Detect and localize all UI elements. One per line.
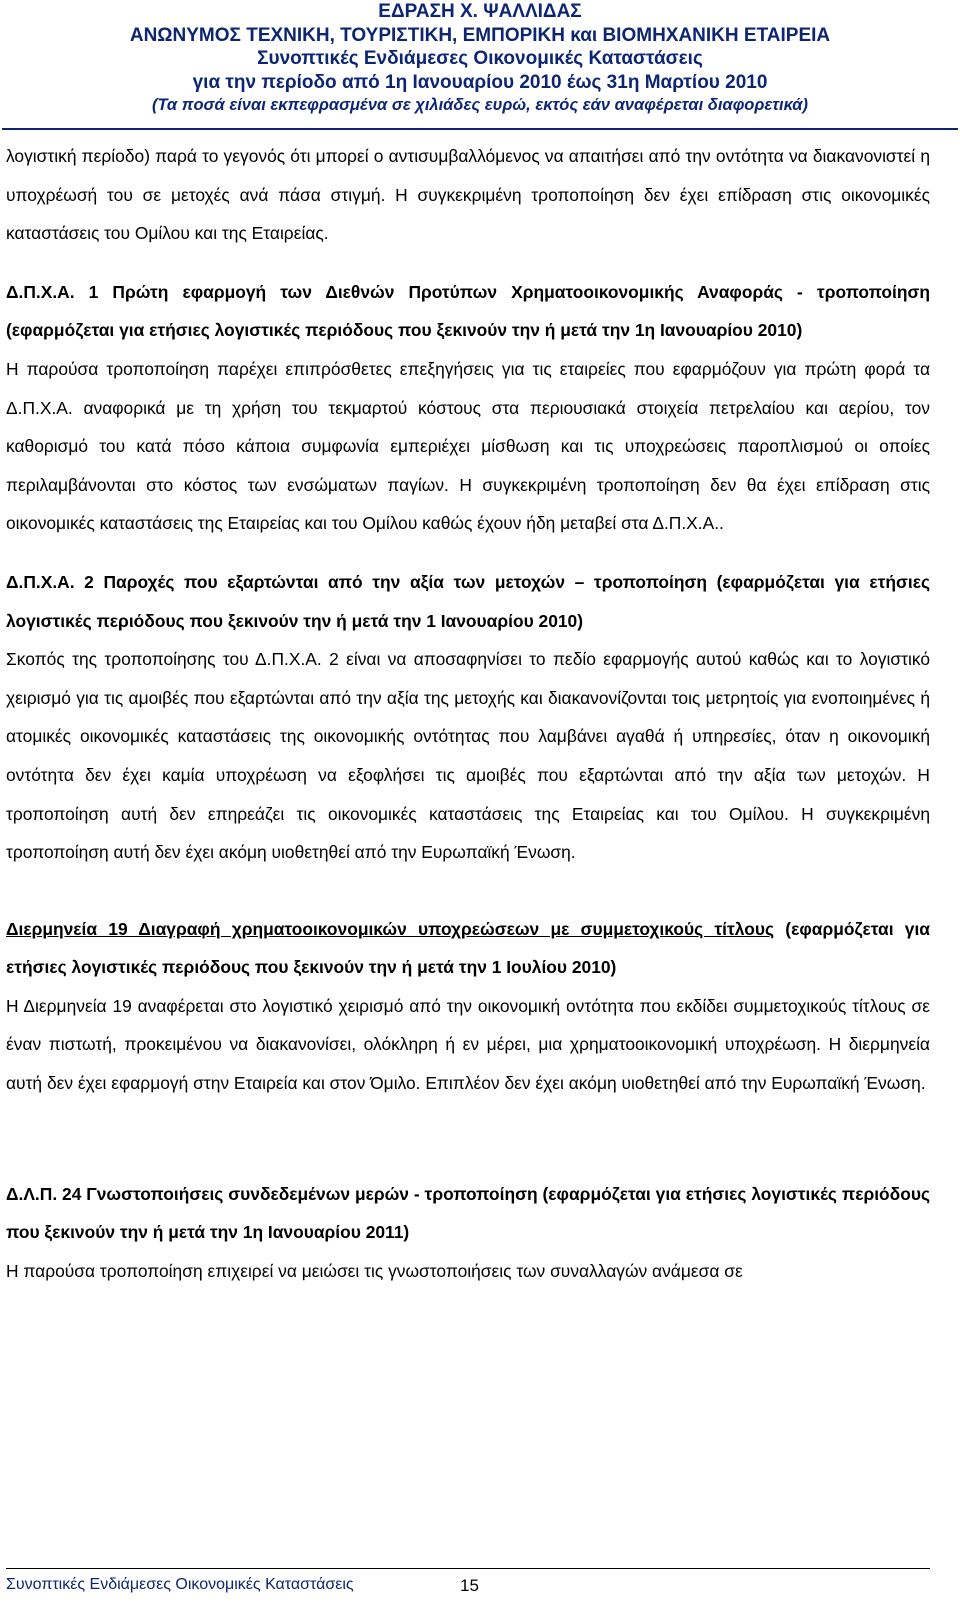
section-body-dpxa-2: Σκοπός της τροποποίησης του Δ.Π.Χ.Α. 2 είναι να αποσαφηνίσει το πεδίο εφαρμογής αυτού καθώς και το λογιστικό χειρισμό για τις αμοιβές που εξαρτώνται από την αξία της μετοχής και διακανονίζονται τοις μετρητοίς για ενοποιημένες ή ατομικές οικονομικές καταστάσεις της οικονομικής οντότητας που λαμβάνει αγαθά ή υπηρεσίες, όταν η οικονομική οντότητα δεν έχει καμία υποχρέωση να εξοφλήσει τις αμοιβές που εξαρτώνται από την αξία των μετοχών. Η τροποποίηση αυτή δεν επηρεάζει τις οικονομικές καταστάσεις της Εταιρείας και του Ομίλου. Η συγκεκριμένη τροποποίηση αυτή δεν έχει ακόμη υιοθετηθεί από την Ευρωπαϊκή Ένωση. — [6, 649, 930, 863]
company-description: ΑΝΩΝΥΜΟΣ ΤΕΧΝΙΚΗ, ΤΟΥΡΙΣΤΙΚΗ, ΕΜΠΟΡΙΚΗ και ΒΙΟΜΗΧΑΝΙΚΗ ΕΤΑΙΡΕΙΑ — [129, 24, 831, 46]
section-heading-dpxa-1: Δ.Π.Χ.Α. 1 Πρώτη εφαρμογή των Διεθνών Προτύπων Χρηματοοικονομικής Αναφοράς - τροποποίηση (εφαρμόζεται για ετήσιες λογιστικές περιόδους που ξεκινούν την ή μετά την 1η Ιανουαρίου 2010) — [6, 281, 930, 341]
section-heading-interpretation-19-scope: (εφαρμόζεται για ετήσιες λογιστικές περιόδους που ξεκινούν την ή μετά την 1 Ιουλίου 2010) — [6, 918, 930, 978]
page-footer — [6, 1576, 479, 1595]
document-period: για την περίοδο από 1η Ιανουαρίου 2010 έως 31η Μαρτίου 2010 — [192, 71, 768, 93]
footer-title: Συνοπτικές Ενδιάμεσες Οικονομικές Καταστάσεις — [6, 1576, 354, 1593]
intro-paragraph: λογιστική περίοδο) παρά το γεγονός ότι μπορεί ο αντισυμβαλλόμενος να απαιτήσει από την οντότητα να διακανονιστεί η υποχρέωσή του σε μετοχές ανά πάσα στιγμή. Η συγκεκριμένη τροποποίηση δεν έχει επίδραση στις οικονομικές καταστάσεις του Ομίλου και της Εταιρείας. — [6, 146, 930, 244]
section-heading-interpretation-19-title: Διερμηνεία 19 Διαγραφή χρηματοοικονομικών υποχρεώσεων με συμμετοχικούς τίτλους — [6, 918, 775, 939]
section-heading-interpretation-19 — [6, 910, 930, 987]
footer-divider — [6, 1568, 930, 1569]
page-header — [0, 0, 960, 118]
currency-note: (Τα ποσά είναι εκπεφρασμένα σε χιλιάδες ευρώ, εκτός εάν αναφέρεται διαφορετικά) — [151, 96, 809, 114]
section-body-dpxa-1: Η παρούσα τροποποίηση παρέχει επιπρόσθετες επεξηγήσεις για τις εταιρείες που εφαρμόζουν για πρώτη φορά τα Δ.Π.Χ.Α. αναφορικά με τη χρήση του τεκμαρτού κόστους στα περιουσιακά στοιχεία πετρελαίου και αερίου, τον καθορισμό του κατά πόσο κάποια συμφωνία εμπεριέχει μίσθωση και τις υποχρεώσεις παροπλισμού οι οποίες περιλαμβάνονται στο κόστος των ενσώματων παγίων. Η συγκεκριμένη τροποποίηση δεν θα έχει επίδραση στις οικονομικές καταστάσεις της Εταιρείας και του Ομίλου καθώς έχουν ήδη μεταβεί στα Δ.Π.Χ.Α.. — [6, 358, 930, 534]
document-body — [6, 137, 930, 1290]
section-heading-dpxa-2: Δ.Π.Χ.Α. 2 Παροχές που εξαρτώνται από την αξία των μετοχών – τροποποίηση (εφαρμόζεται για ετήσιες λογιστικές περιόδους που ξεκινούν την ή μετά την 1 Ιανουαρίου 2010) — [6, 571, 930, 631]
company-name: ΕΔΡΑΣΗ Χ. ΨΑΛΛΙΔΑΣ — [378, 1, 582, 22]
header-divider — [2, 128, 958, 130]
section-heading-dlp-24: Δ.Λ.Π. 24 Γνωστοποιήσεις συνδεδεμένων μερών - τροποποίηση (εφαρμόζεται για ετήσιες λογιστικές περιόδους που ξεκινούν την ή μετά την 1η Ιανουαρίου 2011) — [6, 1183, 930, 1243]
page-number: 15 — [460, 1576, 479, 1595]
section-body-interpretation-19: Η Διερμηνεία 19 αναφέρεται στο λογιστικό χειρισμό από την οικονομική οντότητα που εκδίδει συμμετοχικούς τίτλους σε έναν πιστωτή, προκειμένου να διακανονίσει, ολόκληρη ή εν μέρει, μια χρηματοοικονομική υποχρέωση. Η διερμηνεία αυτή δεν έχει εφαρμογή στην Εταιρεία και στον Όμιλο. Επιπλέον δεν έχει ακόμη υιοθετηθεί από την Ευρωπαϊκή Ένωση. — [6, 995, 930, 1094]
section-body-dlp-24: Η παρούσα τροποποίηση επιχειρεί να μειώσει τις γνωστοποιήσεις των συναλλαγών ανάμεσα σε — [6, 1260, 743, 1281]
document-title: Συνοπτικές Ενδιάμεσες Οικονομικές Καταστάσεις — [257, 48, 703, 69]
